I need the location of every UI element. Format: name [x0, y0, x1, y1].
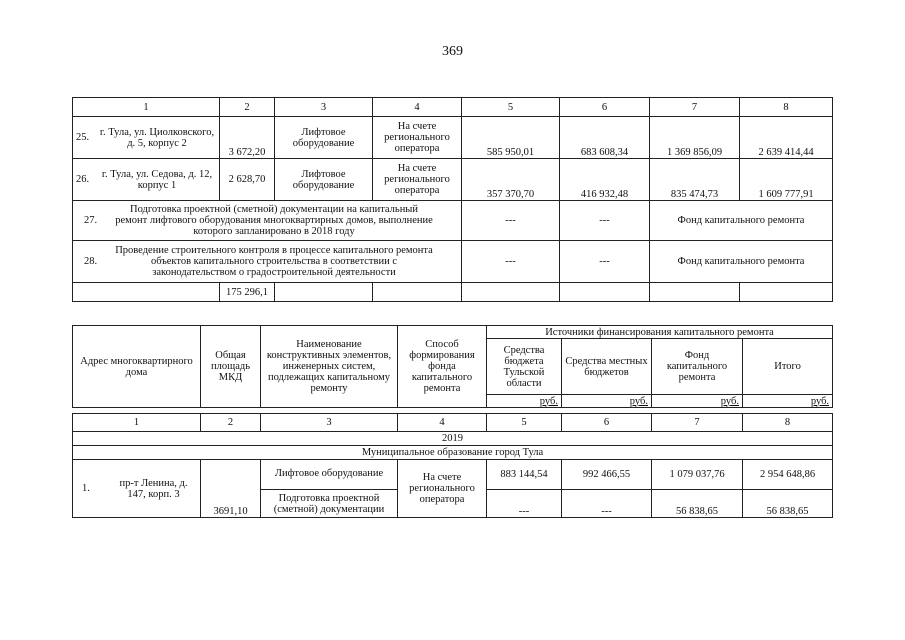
value-cell: 835 474,73 [650, 159, 740, 201]
col-number: 3 [261, 414, 398, 432]
table-row [73, 201, 833, 241]
col-number: 2 [220, 98, 275, 117]
col-number: 6 [560, 98, 650, 117]
unit-label: руб. [720, 395, 739, 407]
value-cell: 56 838,65 [652, 490, 743, 518]
work-description-cell [73, 201, 462, 241]
element-cell: Лифтовое оборудование [275, 159, 373, 201]
municipality-row [73, 446, 833, 460]
value-cell: 683 608,34 [560, 117, 650, 159]
col-number: 5 [487, 414, 562, 432]
unit-cell [743, 395, 833, 408]
year-row [73, 432, 833, 446]
funding-source-cell: Фонд капитального ремонта [650, 241, 833, 283]
header-total: Итого [743, 339, 833, 395]
unit-label: руб. [810, 395, 830, 407]
value-cell: --- [487, 490, 562, 518]
col-number: 2 [201, 414, 261, 432]
row-number: 25. [76, 132, 90, 143]
header-local-budgets: Средства местных бюджетов [562, 339, 652, 395]
address: г. Тула, ул. Циолковского, д. 5, корпус 2 [99, 126, 215, 149]
value-cell: 1 079 037,76 [652, 460, 743, 490]
col-number: 1 [73, 98, 220, 117]
table-row [73, 117, 833, 159]
unit-cell [487, 395, 562, 408]
page-number: 369 [442, 44, 463, 59]
address: г. Тула, ул. Седова, д. 12, корпус 1 [101, 168, 213, 191]
work-description-cell [73, 241, 462, 283]
work-description: Проведение строительного контроля в процессе капитального ремонта объектов капитального строительства в соответствии с законодательством о градостроительной деятельности [115, 245, 433, 278]
column-number-row [73, 414, 833, 432]
value-cell: 2 639 414,44 [740, 117, 833, 159]
capital-repair-table-continued [72, 97, 833, 302]
header-repair-fund: Фонд капитального ремонта [652, 339, 743, 395]
value-cell: 1 369 856,09 [650, 117, 740, 159]
area-cell: 2 628,70 [220, 159, 275, 201]
empty-cell [275, 283, 373, 302]
fund-cell: На счете регионального оператора [373, 117, 462, 159]
header-sources: Источники финансирования капитального ремонта [487, 326, 833, 339]
value-cell: 1 609 777,91 [740, 159, 833, 201]
work-description: Подготовка проектной (сметной) документации на капитальный ремонт лифтового оборудования многоквартирных домов, выполнение которого запланировано в 2018 году [115, 204, 433, 237]
empty-cell [740, 283, 833, 302]
col-number: 7 [650, 98, 740, 117]
unit-cell [652, 395, 743, 408]
table-row [73, 241, 833, 283]
value-cell: 883 144,54 [487, 460, 562, 490]
column-number-row [73, 98, 833, 117]
municipality-heading: Муниципальное образование город Тула [73, 446, 833, 460]
col-number: 8 [740, 98, 833, 117]
header-area: Общая площадь МКД [201, 326, 261, 408]
unit-label: руб. [629, 395, 648, 407]
header-fund-method: Способ формирования фонда капитального ремонта [398, 326, 487, 408]
area-cell: 3 672,20 [220, 117, 275, 159]
unit-cell [562, 395, 652, 408]
value-cell: 357 370,70 [462, 159, 560, 201]
value-cell: --- [462, 201, 560, 241]
row-number: 27. [84, 215, 98, 226]
row-number: 26. [76, 174, 90, 185]
col-number: 4 [373, 98, 462, 117]
value-cell: 2 954 648,86 [743, 460, 833, 490]
total-row [73, 283, 833, 302]
unit-label: руб. [539, 395, 558, 407]
value-cell: --- [560, 241, 650, 283]
col-number: 8 [743, 414, 833, 432]
table-row [73, 159, 833, 201]
address-cell [73, 117, 220, 159]
empty-cell [560, 283, 650, 302]
element-cell: Лифтовое оборудование [261, 460, 398, 490]
value-cell: 56 838,65 [743, 490, 833, 518]
table-row [73, 460, 833, 490]
empty-cell [462, 283, 560, 302]
address: пр-т Ленина, д. 147, корп. 3 [119, 477, 188, 500]
header-elements: Наименование конструктивных элементов, инженерных систем, подлежащих капитальному ремонту [261, 326, 398, 408]
total-area-cell: 175 296,1 [220, 283, 275, 302]
value-cell: --- [462, 241, 560, 283]
element-cell: Лифтовое оборудование [275, 117, 373, 159]
value-cell: --- [560, 201, 650, 241]
row-number: 1. [82, 483, 90, 494]
element-cell: Подготовка проектной (сметной) документации [261, 490, 398, 518]
fund-cell: На счете регионального оператора [373, 159, 462, 201]
col-number: 1 [73, 414, 201, 432]
value-cell: 416 932,48 [560, 159, 650, 201]
header-address: Адрес многоквартирного дома [73, 326, 201, 408]
header-row [73, 326, 833, 339]
col-number: 3 [275, 98, 373, 117]
funding-source-cell: Фонд капитального ремонта [650, 201, 833, 241]
address-cell [73, 159, 220, 201]
col-number: 5 [462, 98, 560, 117]
address-cell [73, 460, 201, 518]
empty-cell [73, 283, 220, 302]
empty-cell [650, 283, 740, 302]
header-regional-budget: Средства бюджета Тульской области [487, 339, 562, 395]
col-number: 6 [562, 414, 652, 432]
empty-cell [373, 283, 462, 302]
fund-cell: На счете регионального оператора [398, 460, 487, 518]
value-cell: --- [562, 490, 652, 518]
year-heading: 2019 [73, 432, 833, 446]
value-cell: 992 466,55 [562, 460, 652, 490]
row-number: 28. [84, 256, 98, 267]
value-cell: 585 950,01 [462, 117, 560, 159]
capital-repair-table-2019 [72, 325, 833, 518]
col-number: 4 [398, 414, 487, 432]
col-number: 7 [652, 414, 743, 432]
area-cell: 3691,10 [201, 460, 261, 518]
